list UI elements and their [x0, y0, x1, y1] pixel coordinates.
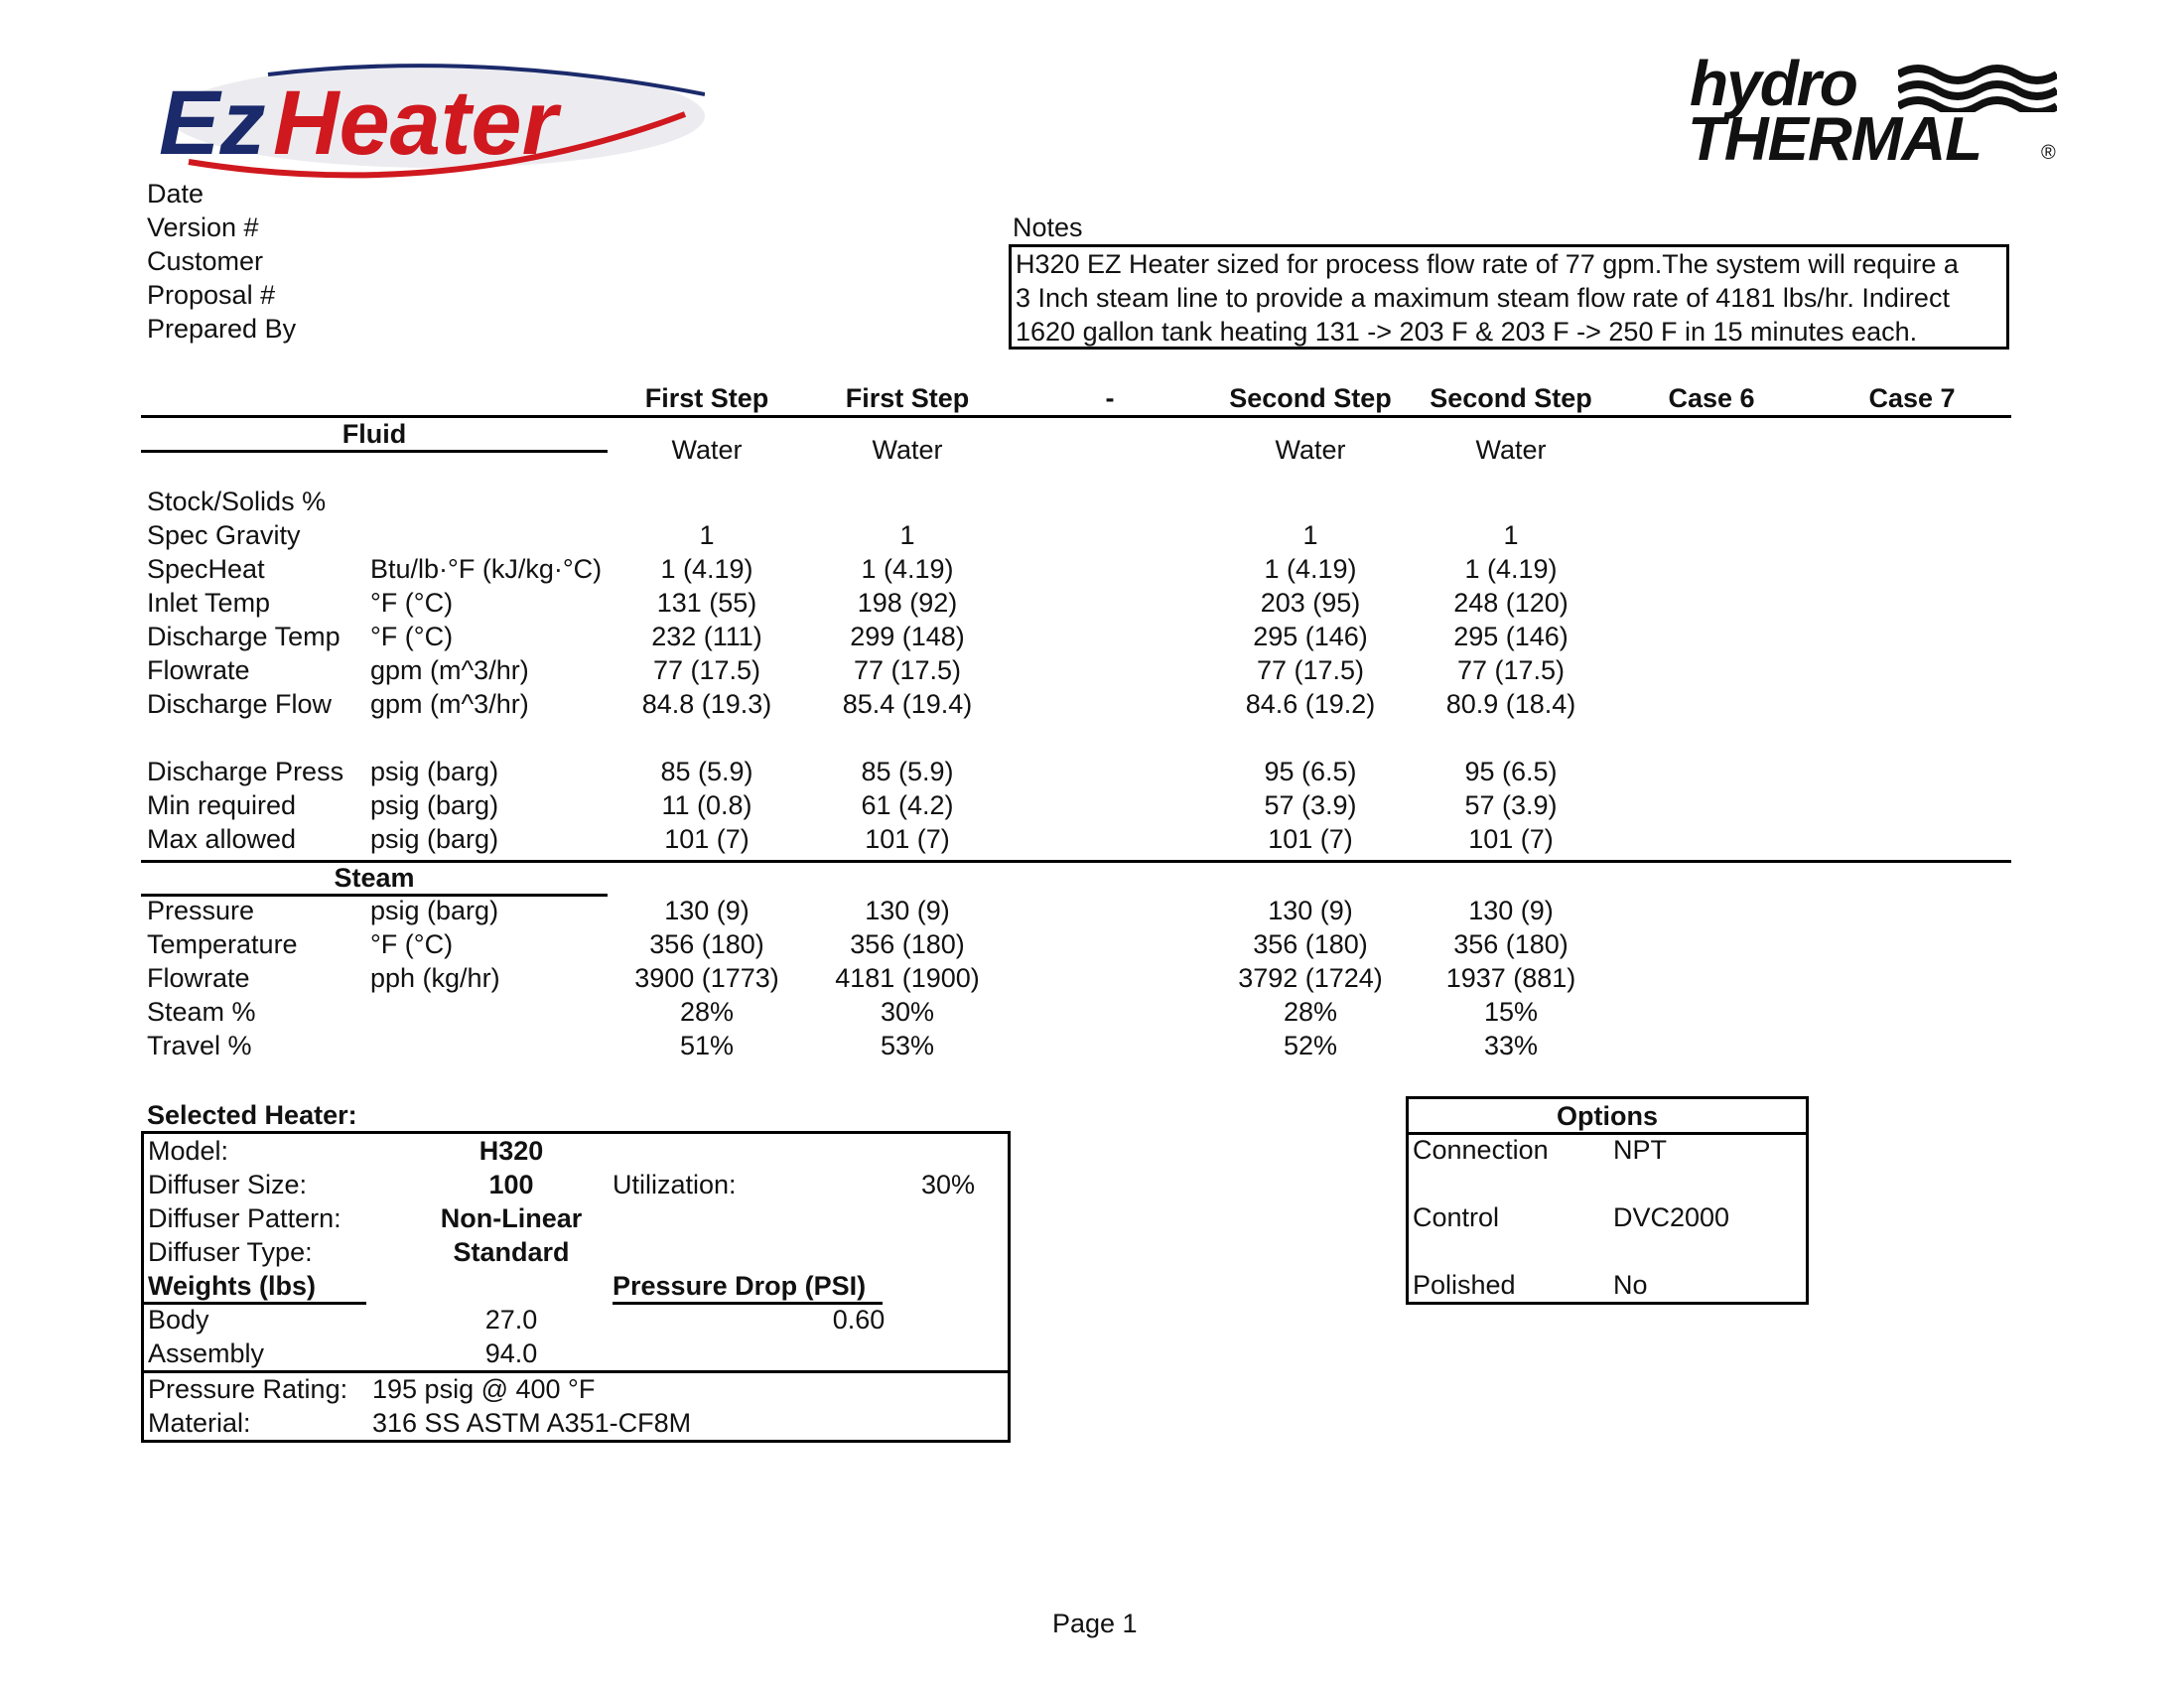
ezheater-logo-swoosh-icon: [149, 55, 705, 184]
row-value: 356 (180): [1453, 929, 1569, 959]
row-label: Travel %: [147, 1031, 252, 1060]
row-value: 130 (9): [664, 896, 750, 925]
row-value: 61 (4.2): [861, 790, 954, 820]
row-label: Inlet Temp: [147, 588, 271, 618]
svg-text:Ez: Ez: [159, 72, 266, 174]
notes-box: [1009, 244, 2009, 350]
column-header: First Step: [644, 383, 769, 413]
row-value: 248 (120): [1453, 588, 1569, 618]
row-value: 1 (4.19): [1464, 554, 1558, 584]
row-value: 11 (0.8): [661, 790, 752, 820]
fluid-value: Water: [872, 435, 943, 465]
row-label: Max allowed: [147, 824, 297, 854]
material-value: 316 SS ASTM A351-CF8M: [372, 1408, 692, 1438]
version-label: Version #: [147, 212, 259, 242]
hydrothermal-logo: [1688, 48, 2065, 174]
row-unit: psig (barg): [370, 790, 499, 820]
row-value: 33%: [1483, 1031, 1539, 1060]
column-header: Case 7: [1868, 383, 1956, 413]
connection-value: NPT: [1613, 1135, 1667, 1165]
row-value: 1 (4.19): [660, 554, 753, 584]
diffuser-size-label: Diffuser Size:: [148, 1170, 308, 1199]
row-unit: °F (°C): [370, 929, 454, 959]
row-label: Steam %: [147, 997, 256, 1027]
row-value: 232 (111): [651, 622, 762, 651]
row-value: 28%: [1283, 997, 1338, 1027]
row-label: Discharge Flow: [147, 689, 333, 719]
row-value: 30%: [880, 997, 935, 1027]
row-value: 84.6 (19.2): [1245, 689, 1376, 719]
pressure-rating-value: 195 psig @ 400 °F: [372, 1374, 596, 1404]
row-value: 101 (7): [1268, 824, 1353, 854]
row-value: 15%: [1483, 997, 1539, 1027]
steam-section-label: Steam: [334, 863, 415, 893]
notes-line-1: H320 EZ Heater sized for process flow rate of 77 gpm.The system will require a: [1016, 249, 1959, 279]
selected-heater-box: [141, 1131, 1011, 1443]
weights-label: Weights (lbs): [148, 1271, 317, 1301]
row-value: 95 (6.5): [1264, 757, 1357, 786]
diffuser-pattern-value: Non-Linear: [440, 1203, 583, 1233]
page-number: Page 1: [1052, 1609, 1138, 1638]
row-value: 80.9 (18.4): [1445, 689, 1576, 719]
proposal-label: Proposal #: [147, 280, 276, 310]
row-label: Discharge Press: [147, 757, 344, 786]
row-unit: Btu/lb·°F (kJ/kg·°C): [370, 554, 603, 584]
row-value: 1: [899, 520, 915, 550]
row-value: 57 (3.9): [1264, 790, 1357, 820]
notes-label: Notes: [1013, 212, 1083, 242]
svg-text:Heater: Heater: [273, 72, 558, 174]
row-label: Flowrate: [147, 963, 250, 993]
row-value: 1: [699, 520, 715, 550]
row-value: 85 (5.9): [861, 757, 954, 786]
prepared-by-label: Prepared By: [147, 314, 297, 344]
row-value: 85.4 (19.4): [842, 689, 973, 719]
row-value: 101 (7): [664, 824, 750, 854]
row-value: 3792 (1724): [1238, 963, 1383, 993]
model-label: Model:: [148, 1136, 229, 1166]
row-value: 295 (146): [1253, 622, 1368, 651]
row-value: 51%: [679, 1031, 735, 1060]
column-header: -: [1105, 383, 1115, 413]
fluid-value: Water: [671, 435, 743, 465]
fluid-underline: [141, 450, 608, 453]
row-value: 53%: [880, 1031, 935, 1060]
material-label: Material:: [148, 1408, 251, 1438]
row-unit: psig (barg): [370, 824, 499, 854]
row-value: 77 (17.5): [652, 655, 761, 685]
row-value: 1 (4.19): [861, 554, 954, 584]
row-label: Pressure: [147, 896, 255, 925]
options-title: Options: [1557, 1101, 1658, 1131]
row-unit: psig (barg): [370, 896, 499, 925]
pressure-rating-label: Pressure Rating:: [148, 1374, 348, 1404]
thermal-logo-text: THERMAL: [1688, 105, 1982, 174]
column-header: Second Step: [1229, 383, 1392, 413]
row-unit: pph (kg/hr): [370, 963, 500, 993]
row-value: 52%: [1283, 1031, 1338, 1060]
row-unit: °F (°C): [370, 588, 454, 618]
row-value: 77 (17.5): [853, 655, 962, 685]
diffuser-size-value: 100: [488, 1170, 534, 1199]
row-label: Min required: [147, 790, 297, 820]
diffuser-pattern-label: Diffuser Pattern:: [148, 1203, 341, 1233]
row-unit: gpm (m^3/hr): [370, 689, 529, 719]
assembly-label: Assembly: [148, 1338, 265, 1368]
control-value: DVC2000: [1613, 1202, 1730, 1232]
ezheater-logo: [149, 55, 705, 184]
row-value: 85 (5.9): [660, 757, 753, 786]
row-value: 299 (148): [850, 622, 965, 651]
row-value: 295 (146): [1453, 622, 1569, 651]
fluid-value: Water: [1475, 435, 1547, 465]
notes-line-2: 3 Inch steam line to provide a maximum steam flow rate of 4181 lbs/hr. Indirect: [1016, 283, 1950, 313]
row-value: 77 (17.5): [1256, 655, 1365, 685]
row-label: Temperature: [147, 929, 298, 959]
row-value: 203 (95): [1260, 588, 1361, 618]
polished-label: Polished: [1413, 1270, 1516, 1300]
notes-line-3: 1620 gallon tank heating 131 -> 203 F & 203 F -> 250 F in 15 minutes each.: [1016, 317, 1918, 347]
diffuser-type-label: Diffuser Type:: [148, 1237, 313, 1267]
column-header: Case 6: [1668, 383, 1755, 413]
column-header: Second Step: [1430, 383, 1592, 413]
row-value: 4181 (1900): [835, 963, 980, 993]
selected-heater-title: Selected Heater:: [147, 1100, 357, 1130]
control-label: Control: [1413, 1202, 1500, 1232]
row-value: 101 (7): [865, 824, 950, 854]
row-value: 95 (6.5): [1464, 757, 1558, 786]
row-label: SpecHeat: [147, 554, 265, 584]
row-unit: °F (°C): [370, 622, 454, 651]
row-value: 130 (9): [1468, 896, 1554, 925]
column-header: First Step: [845, 383, 970, 413]
date-label: Date: [147, 179, 205, 209]
row-value: 356 (180): [1253, 929, 1368, 959]
row-value: 1: [1302, 520, 1318, 550]
polished-value: No: [1613, 1270, 1648, 1300]
row-value: 130 (9): [1268, 896, 1353, 925]
row-value: 57 (3.9): [1464, 790, 1558, 820]
utilization-label: Utilization:: [613, 1170, 737, 1199]
row-value: 198 (92): [857, 588, 958, 618]
fluid-value: Water: [1275, 435, 1346, 465]
body-weight-value: 27.0: [484, 1305, 538, 1335]
row-value: 1 (4.19): [1264, 554, 1357, 584]
options-box: [1406, 1096, 1809, 1305]
row-value: 28%: [679, 997, 735, 1027]
assembly-weight-value: 94.0: [484, 1338, 538, 1368]
row-value: 356 (180): [649, 929, 764, 959]
row-label: Flowrate: [147, 655, 250, 685]
row-value: 84.8 (19.3): [641, 689, 772, 719]
utilization-value: 30%: [920, 1170, 976, 1199]
customer-label: Customer: [147, 246, 264, 276]
row-value: 1937 (881): [1445, 963, 1576, 993]
registered-mark: ®: [2041, 142, 2056, 164]
row-value: 130 (9): [865, 896, 950, 925]
connection-label: Connection: [1413, 1135, 1549, 1165]
row-value: 1: [1503, 520, 1519, 550]
row-value: 3900 (1773): [634, 963, 779, 993]
row-label: Spec Gravity: [147, 520, 301, 550]
row-unit: psig (barg): [370, 757, 499, 786]
row-value: 77 (17.5): [1456, 655, 1566, 685]
row-label: Discharge Temp: [147, 622, 341, 651]
fluid-section-label: Fluid: [341, 419, 407, 449]
model-value: H320: [478, 1136, 544, 1166]
row-unit: gpm (m^3/hr): [370, 655, 529, 685]
pressure-drop-value: 0.60: [832, 1305, 886, 1335]
row-value: 101 (7): [1468, 824, 1554, 854]
hydro-logo-text: hydro: [1690, 48, 1856, 119]
body-label: Body: [148, 1305, 209, 1335]
pressure-drop-label: Pressure Drop (PSI): [613, 1271, 867, 1301]
row-value: 356 (180): [850, 929, 965, 959]
diffuser-type-value: Standard: [453, 1237, 570, 1267]
row-value: 131 (55): [656, 588, 757, 618]
row-label: Stock/Solids %: [147, 487, 327, 516]
